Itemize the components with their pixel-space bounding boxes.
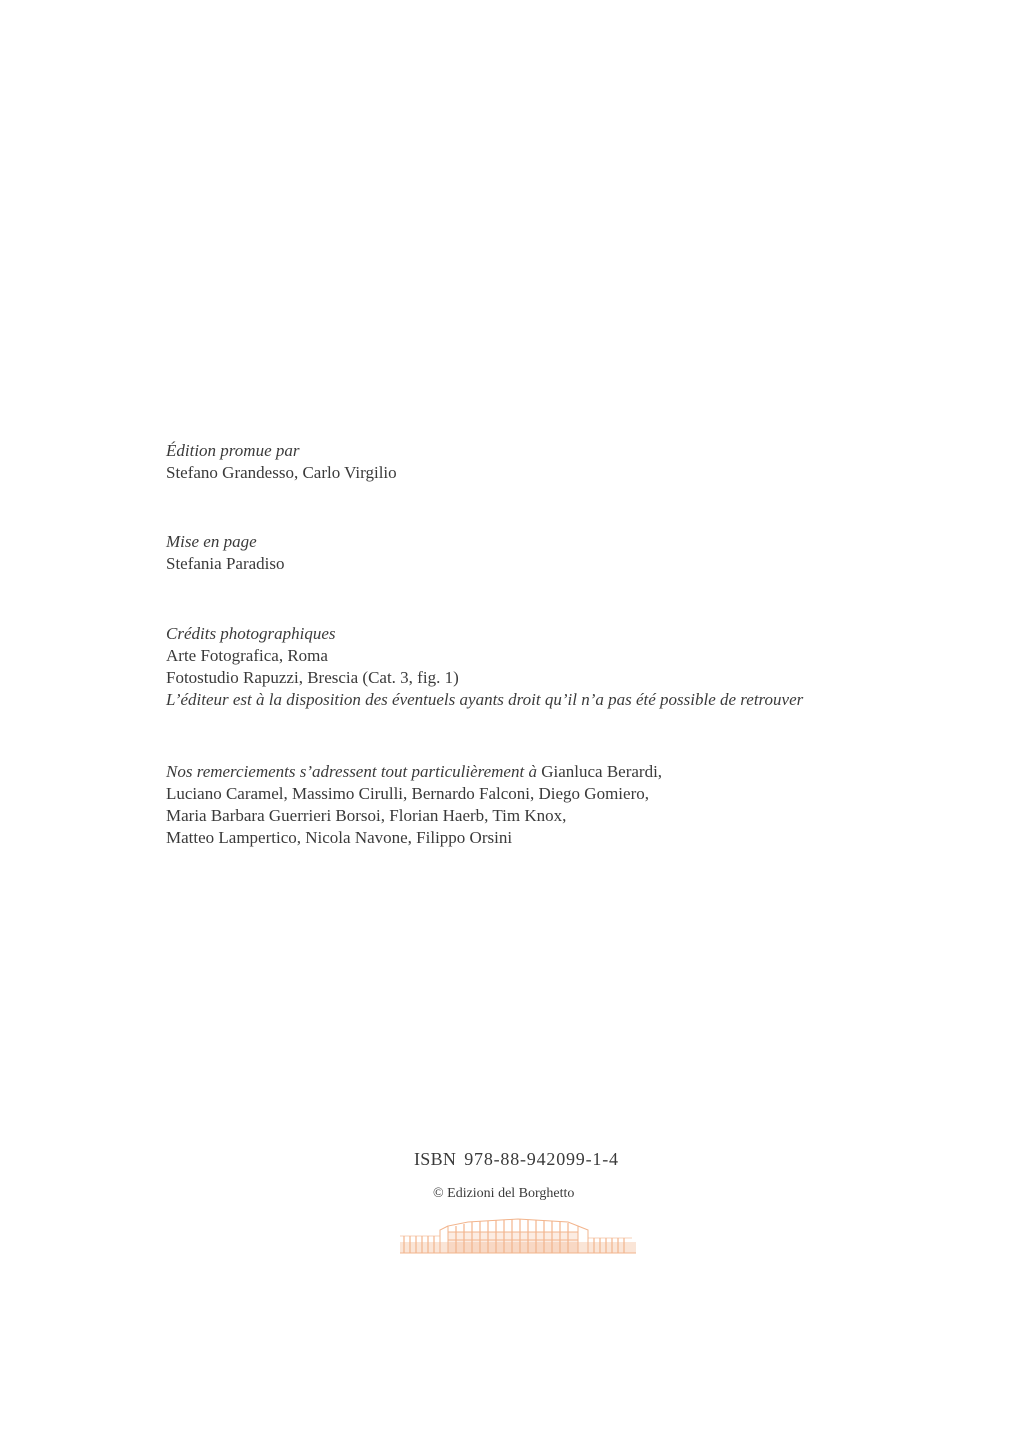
thanks-first-line — [166, 761, 662, 783]
promoted-names: Stefano Grandesso, Carlo Virgilio — [166, 463, 397, 482]
acknowledgements-section — [166, 761, 662, 849]
credits-heading: Crédits photographiques — [166, 624, 336, 643]
layout-name: Stefania Paradiso — [166, 554, 285, 573]
layout-section — [166, 531, 285, 575]
promoted-section — [166, 440, 397, 484]
thanks-line: Matteo Lampertico, Nicola Navone, Filippo Orsini — [166, 828, 513, 847]
layout-heading: Mise en page — [166, 532, 257, 551]
credits-line: Arte Fotografica, Roma — [166, 646, 328, 665]
publisher-logo — [400, 1216, 636, 1256]
isbn-label: ISBN — [414, 1149, 457, 1169]
credits-note: L’éditeur est à la disposition des éventuels ayants droit qu’il n’a pas été possible de retrouver — [166, 690, 804, 709]
isbn — [414, 1149, 619, 1170]
copyright-notice: © Edizioni del Borghetto — [433, 1186, 575, 1201]
thanks-line: Luciano Caramel, Massimo Cirulli, Bernardo Falconi, Diego Gomiero, — [166, 784, 649, 803]
promoted-heading: Édition promue par — [166, 441, 300, 460]
thanks-intro: Nos remerciements s’adressent tout particulièrement à — [166, 762, 537, 781]
thanks-line: Maria Barbara Guerrieri Borsoi, Florian Haerb, Tim Knox, — [166, 806, 567, 825]
photo-credits-section — [166, 623, 803, 711]
thanks-first-names: Gianluca Berardi, — [541, 762, 663, 781]
isbn-number: 978-88-942099-1-4 — [464, 1149, 619, 1169]
credits-line: Fotostudio Rapuzzi, Brescia (Cat. 3, fig. 1) — [166, 668, 459, 687]
